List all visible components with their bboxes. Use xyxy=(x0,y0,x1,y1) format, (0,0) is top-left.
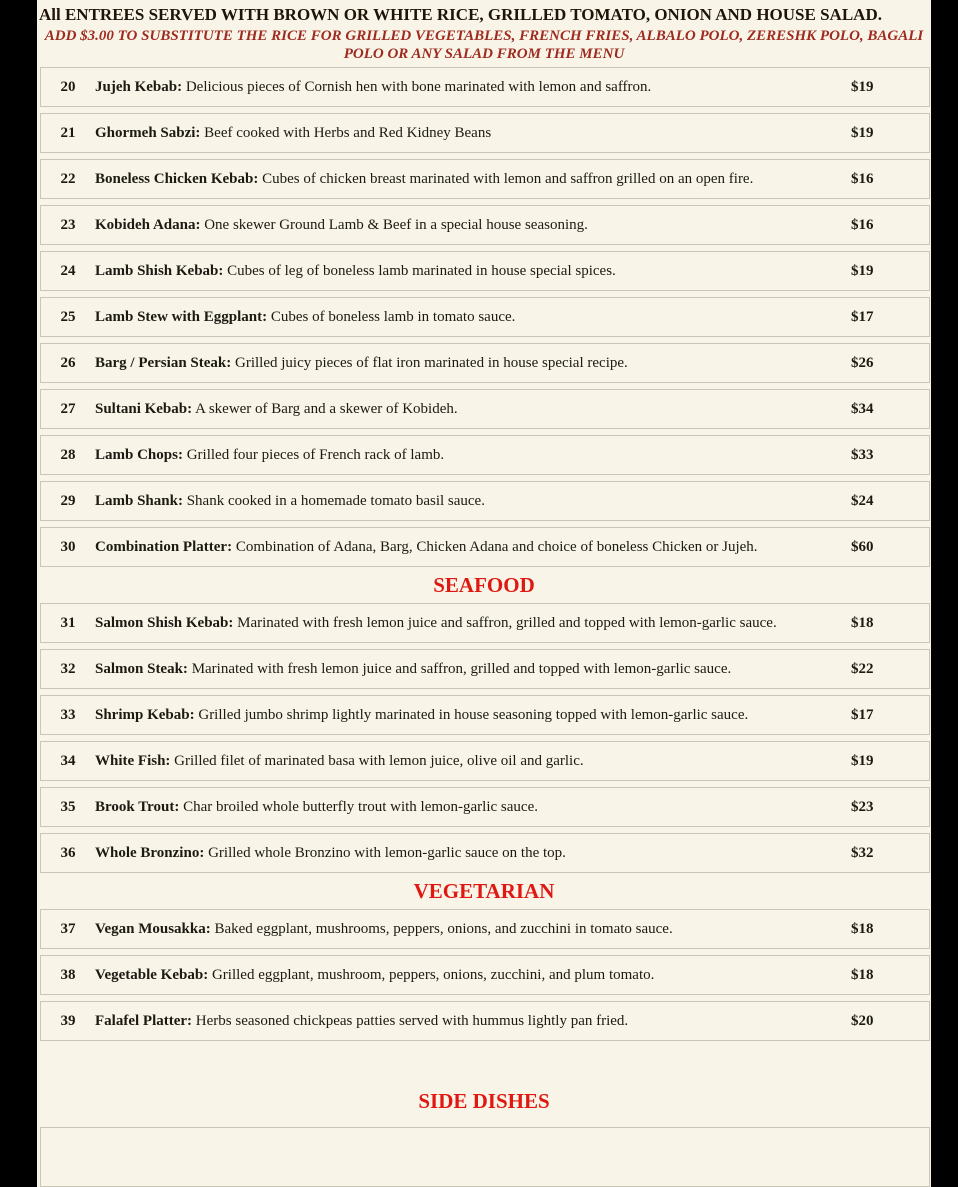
item-price: $26 xyxy=(851,354,874,371)
item-description: Grilled eggplant, mushroom, peppers, onions, zucchini, and plum tomato. xyxy=(211,966,655,983)
menu-section xyxy=(37,573,931,873)
menu-item-row xyxy=(40,649,930,689)
item-name: Ghormeh Sabzi: xyxy=(95,124,201,141)
menu-item-row xyxy=(40,389,930,429)
menu-item-row xyxy=(40,909,930,949)
item-text xyxy=(95,355,851,372)
item-text xyxy=(95,79,851,96)
item-number: 21 xyxy=(60,124,76,141)
item-name: Brook Trout: xyxy=(95,798,180,815)
section-heading: VEGETARIAN xyxy=(413,879,555,903)
section-heading: SIDE DISHES xyxy=(418,1089,550,1113)
item-text xyxy=(95,799,851,816)
item-number: 36 xyxy=(60,844,76,861)
item-description: Grilled filet of marinated basa with lemon juice, olive oil and garlic. xyxy=(174,752,584,769)
menu-section xyxy=(37,67,931,567)
item-number: 23 xyxy=(60,216,76,233)
item-description: Cubes of chicken breast marinated with lemon and saffron grilled on an open fire. xyxy=(262,170,754,187)
item-text xyxy=(95,921,851,938)
item-price: $24 xyxy=(851,492,874,509)
item-text xyxy=(95,217,851,234)
item-description: Grilled four pieces of French rack of lamb. xyxy=(186,446,445,463)
menu-item-row xyxy=(40,481,930,521)
item-name: Combination Platter: xyxy=(95,538,233,555)
item-price: $20 xyxy=(851,1012,874,1029)
item-text xyxy=(95,401,851,418)
menu-item-row xyxy=(40,1001,930,1041)
item-number: 30 xyxy=(60,538,76,555)
section-heading: SEAFOOD xyxy=(433,573,535,597)
item-name: Vegetable Kebab: xyxy=(95,966,209,983)
menu-item-row xyxy=(40,205,930,245)
item-description: Marinated with fresh lemon juice and saffron, grilled and topped with lemon-garlic sauce. xyxy=(191,660,732,677)
section-rows xyxy=(37,67,931,567)
item-number: 37 xyxy=(60,920,76,937)
item-name: Lamb Shank: xyxy=(95,492,183,509)
item-number: 34 xyxy=(60,752,76,769)
item-name: White Fish: xyxy=(95,752,171,769)
item-text xyxy=(95,753,851,770)
item-name: Shrimp Kebab: xyxy=(95,706,195,723)
item-number: 26 xyxy=(60,354,76,371)
item-name: Lamb Chops: xyxy=(95,446,183,463)
item-description: Cubes of boneless lamb in tomato sauce. xyxy=(270,308,516,325)
item-text xyxy=(95,171,851,188)
section-rows xyxy=(37,603,931,873)
item-description: Grilled whole Bronzino with lemon-garlic sauce on the top. xyxy=(208,844,566,861)
item-price: $17 xyxy=(851,706,874,723)
item-number: 39 xyxy=(60,1012,76,1029)
item-number: 35 xyxy=(60,798,76,815)
item-number: 29 xyxy=(60,492,76,509)
entrees-notice: All ENTREES SERVED WITH BROWN OR WHITE RICE, GRILLED TOMATO, ONION AND HOUSE SALAD. xyxy=(39,5,882,24)
item-text xyxy=(95,707,851,724)
item-price: $19 xyxy=(851,124,874,141)
item-price: $32 xyxy=(851,844,874,861)
item-number: 33 xyxy=(60,706,76,723)
item-number: 20 xyxy=(60,78,76,95)
item-number: 22 xyxy=(60,170,76,187)
menu-section xyxy=(37,1089,931,1113)
item-description: Cubes of leg of boneless lamb marinated in house special spices. xyxy=(227,262,616,279)
item-price: $33 xyxy=(851,446,874,463)
menu-item-row xyxy=(40,251,930,291)
item-name: Lamb Stew with Eggplant: xyxy=(95,308,268,325)
next-table-clipped-row xyxy=(40,1127,930,1187)
item-text xyxy=(95,967,851,984)
item-price: $23 xyxy=(851,798,874,815)
item-description: Grilled jumbo shrimp lightly marinated in house seasoning topped with lemon-garlic sauce. xyxy=(198,706,749,723)
item-price: $19 xyxy=(851,752,874,769)
item-price: $18 xyxy=(851,966,874,983)
item-price: $16 xyxy=(851,216,874,233)
item-text xyxy=(95,845,851,862)
menu-item-row xyxy=(40,833,930,873)
item-price: $60 xyxy=(851,538,874,555)
menu-page xyxy=(37,0,931,1187)
item-text xyxy=(95,493,851,510)
menu-item-row xyxy=(40,603,930,643)
item-text xyxy=(95,539,851,556)
item-number: 25 xyxy=(60,308,76,325)
item-description: One skewer Ground Lamb & Beef in a special house seasoning. xyxy=(204,216,588,233)
item-name: Sultani Kebab: xyxy=(95,400,193,417)
menu-item-row xyxy=(40,787,930,827)
menu-section xyxy=(37,879,931,1041)
item-number: 31 xyxy=(60,614,76,631)
menu-item-row xyxy=(40,67,930,107)
item-number: 27 xyxy=(60,400,76,417)
item-description: Shank cooked in a homemade tomato basil sauce. xyxy=(186,492,485,509)
item-number: 32 xyxy=(60,660,76,677)
item-name: Jujeh Kebab: xyxy=(95,78,183,95)
item-name: Falafel Platter: xyxy=(95,1012,193,1029)
menu-item-row xyxy=(40,297,930,337)
item-text xyxy=(95,447,851,464)
item-description: Herbs seasoned chickpeas patties served with hummus lightly pan fried. xyxy=(195,1012,629,1029)
item-name: Barg / Persian Steak: xyxy=(95,354,232,371)
item-description: Grilled juicy pieces of flat iron marinated in house special recipe. xyxy=(235,354,628,371)
item-description: Baked eggplant, mushrooms, peppers, onions, and zucchini in tomato sauce. xyxy=(214,920,673,937)
item-description: Char broiled whole butterfly trout with lemon-garlic sauce. xyxy=(183,798,538,815)
menu-item-row xyxy=(40,113,930,153)
item-description: A skewer of Barg and a skewer of Kobideh. xyxy=(195,400,458,417)
menu-sections xyxy=(37,67,931,1113)
item-price: $19 xyxy=(851,262,874,279)
item-price: $18 xyxy=(851,920,874,937)
menu-item-row xyxy=(40,527,930,567)
menu-item-row xyxy=(40,435,930,475)
item-text xyxy=(95,1013,851,1030)
menu-item-row xyxy=(40,695,930,735)
item-name: Salmon Steak: xyxy=(95,660,188,677)
menu-item-row xyxy=(40,159,930,199)
item-description: Marinated with fresh lemon juice and saffron, grilled and topped with lemon-garlic sauce. xyxy=(237,614,777,631)
substitution-note: ADD $3.00 TO SUBSTITUTE THE RICE FOR GRILLED VEGETABLES, FRENCH FRIES, ALBALO POLO, ZERESHK POLO, BAGALI POLO OR ANY SALAD FROM THE MENU xyxy=(44,28,924,62)
item-name: Whole Bronzino: xyxy=(95,844,205,861)
item-price: $18 xyxy=(851,614,874,631)
item-name: Boneless Chicken Kebab: xyxy=(95,170,259,187)
item-number: 28 xyxy=(60,446,76,463)
menu-item-row xyxy=(40,343,930,383)
item-price: $34 xyxy=(851,400,874,417)
item-price: $17 xyxy=(851,308,874,325)
item-name: Kobideh Adana: xyxy=(95,216,201,233)
item-price: $19 xyxy=(851,78,874,95)
item-number: 38 xyxy=(60,966,76,983)
item-name: Lamb Shish Kebab: xyxy=(95,262,224,279)
item-text xyxy=(95,125,851,142)
item-description: Combination of Adana, Barg, Chicken Adana and choice of boneless Chicken or Jujeh. xyxy=(235,538,758,555)
item-name: Vegan Mousakka: xyxy=(95,920,211,937)
item-price: $16 xyxy=(851,170,874,187)
menu-item-row xyxy=(40,741,930,781)
item-text xyxy=(95,263,851,280)
item-number: 24 xyxy=(60,262,76,279)
item-text xyxy=(95,615,851,632)
item-text xyxy=(95,309,851,326)
item-price: $22 xyxy=(851,660,874,677)
item-text xyxy=(95,661,851,678)
menu-item-row xyxy=(40,955,930,995)
item-description: Beef cooked with Herbs and Red Kidney Beans xyxy=(204,124,492,141)
item-name: Salmon Shish Kebab: xyxy=(95,614,234,631)
section-rows xyxy=(37,909,931,1041)
item-description: Delicious pieces of Cornish hen with bone marinated with lemon and saffron. xyxy=(185,78,652,95)
